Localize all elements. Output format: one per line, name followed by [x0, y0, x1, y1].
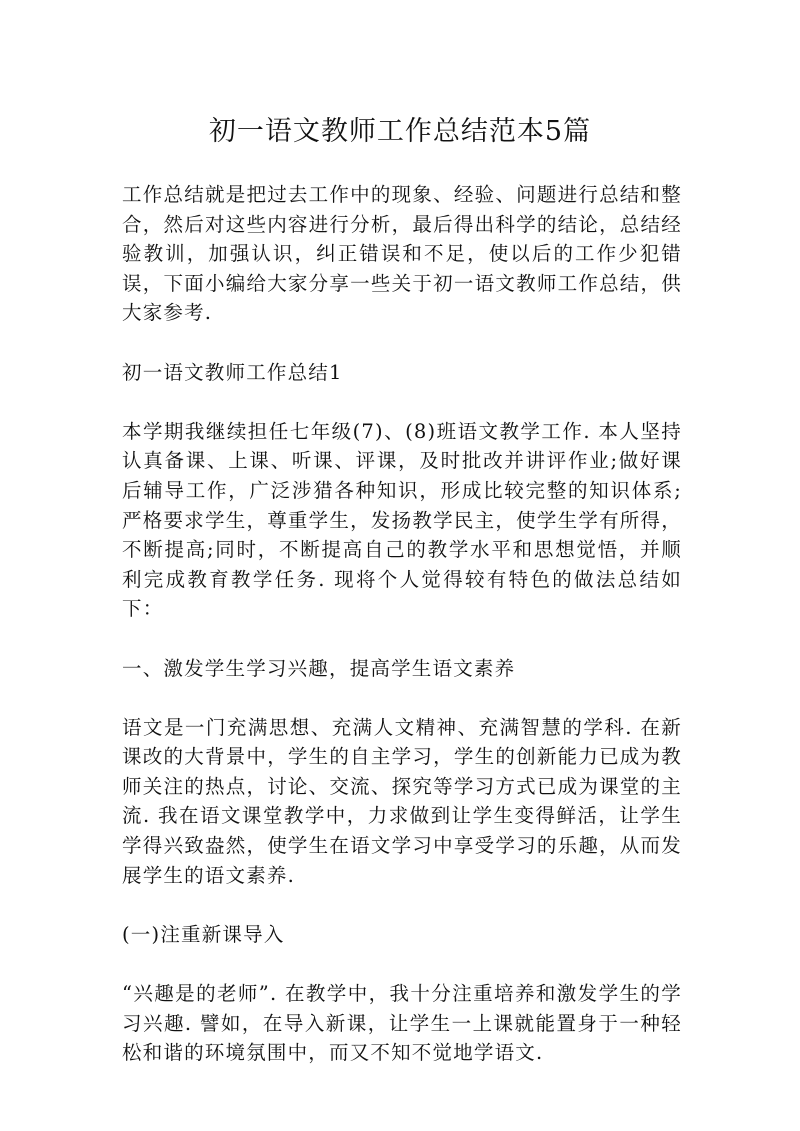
section-heading: 初一语文教师工作总结1 [122, 360, 343, 384]
document-title: 初一语文教师工作总结范本5篇 [208, 116, 592, 147]
body-paragraph-3: “兴趣是的老师”. 在教学中，我十分注重培养和激发学生的学习兴趣. 譬如，在导入新课，让学生一上课就能置身于一种轻松和谐的环境氛围中，而又不知不觉地学语文. [122, 982, 682, 1065]
body-paragraph-2: 语文是一门充满思想、充满人文精神、充满智慧的学科. 在新课改的大背景中，学生的自主学习，学生的创新能力已成为教师关注的热点，讨论、交流、探究等学习方式已成为课堂的主流. 我在语文课堂教学中，力求做到让学生变得鲜活，让学生学得兴致盎然，使学生在语文学习中享受学习的乐趣，从而发展学生的语文素养. [122, 715, 682, 887]
document-body [122, 180, 682, 1097]
subheading-1: 一、激发学生学习兴趣，提高学生语文素养 [122, 656, 516, 680]
intro-paragraph: 工作总结就是把过去工作中的现象、经验、问题进行总结和整合，然后对这些内容进行分析，最后得出科学的结论，总结经验教训，加强认识，纠正错误和不足，使以后的工作少犯错误，下面小编给大家分享一些关于初一语文教师工作总结，供大家参考. [122, 183, 682, 325]
body-paragraph-1: 本学期我继续担任七年级(7)、(8)班语文教学工作. 本人坚持认真备课、上课、听课、评课，及时批改并讲评作业;做好课后辅导工作，广泛涉猎各种知识，形成比较完整的知识体系;严格要求学生，尊重学生，发扬教学民主，使学生学有所得，不断提高;同时，不断提高自己的教学水平和思想觉悟，并顺利完成教育教学任务. 现将个人觉得较有特色的做法总结如下： [122, 419, 682, 621]
subheading-2: (一)注重新课导入 [122, 922, 285, 946]
